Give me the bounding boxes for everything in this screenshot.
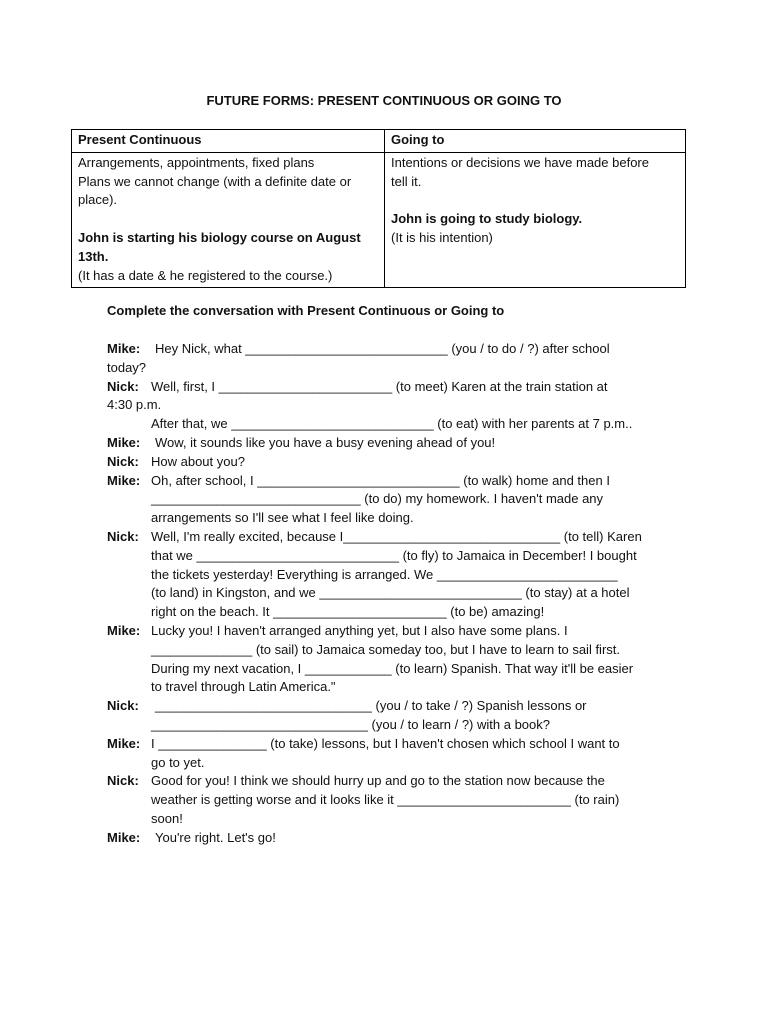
grammar-table — [71, 129, 686, 288]
speaker-label: Nick: — [107, 528, 139, 544]
dialog-turn — [107, 528, 667, 622]
speaker-label: Mike: — [107, 434, 141, 450]
dialog-line: 4:30 p.m. — [107, 397, 162, 413]
dialog-line: I _______________ (to take) lessons, but I haven't chosen which school I want to — [151, 735, 620, 751]
dialog-turn — [107, 453, 667, 472]
dialog-line: to travel through Latin America." — [151, 679, 336, 695]
dialog-line: Good for you! I think we should hurry up and go to the station now because the — [151, 773, 605, 789]
dialog-line: arrangements so I'll see what I feel like doing. — [151, 510, 414, 526]
pc-line: place). — [78, 192, 118, 208]
conversation — [107, 340, 667, 848]
speaker-label: Nick: — [107, 378, 139, 394]
dialog-line: Hey Nick, what ____________________________ (you / to do / ?) after school — [155, 341, 610, 356]
dialog-turn — [107, 622, 667, 697]
exercise-instruction: Complete the conversation with Present Continuous or Going to — [107, 303, 505, 318]
gt-note: (It is his intention) — [391, 229, 493, 245]
gt-line: Intentions or decisions we have made before — [391, 154, 649, 170]
speaker-label: Mike: — [107, 735, 141, 751]
dialog-line: soon! — [151, 810, 183, 826]
dialog-turn — [107, 772, 667, 828]
going-to-cell — [385, 152, 686, 288]
dialog-line: weather is getting worse and it looks like it ________________________ (to rain) — [151, 792, 620, 808]
dialog-line: that we ____________________________ (to fly) to Jamaica in December! I bought — [151, 547, 637, 563]
dialog-turn — [107, 829, 667, 848]
dialog-turn — [107, 434, 667, 453]
dialog-line: today? — [107, 359, 147, 375]
present-continuous-cell — [72, 152, 385, 288]
pc-example: John is starting his biology course on August — [78, 229, 361, 245]
pc-line: Plans we cannot change (with a definite date or — [78, 173, 352, 189]
dialog-line: You're right. Let's go! — [155, 829, 276, 845]
header-present-continuous: Present Continuous — [72, 130, 385, 153]
dialog-line: Lucky you! I haven't arranged anything yet, but I also have some plans. I — [151, 622, 568, 638]
dialog-turn — [107, 378, 667, 434]
dialog-line: Wow, it sounds like you have a busy evening ahead of you! — [155, 434, 496, 450]
pc-example: 13th. — [78, 248, 109, 264]
pc-line: Arrangements, appointments, fixed plans — [78, 154, 315, 170]
table-header-row — [72, 130, 686, 153]
dialog-line: After that, we ____________________________ (to eat) with her parents at 7 p.m.. — [151, 416, 633, 432]
dialog-turn — [107, 340, 667, 378]
dialog-line: During my next vacation, I ____________ (to learn) Spanish. That way it'll be easier — [151, 660, 634, 676]
dialog-turn — [107, 472, 667, 528]
dialog-turn — [107, 697, 667, 735]
gt-example: John is going to study biology. — [391, 211, 583, 227]
header-going-to: Going to — [385, 130, 686, 153]
dialog-line: _____________________________ (to do) my homework. I haven't made any — [151, 491, 604, 507]
speaker-label: Nick: — [107, 773, 139, 789]
dialog-line: ______________________________ (you / to take / ?) Spanish lessons or — [155, 698, 587, 714]
dialog-line: right on the beach. It ________________________ (to be) amazing! — [151, 604, 545, 620]
pc-note: (It has a date & he registered to the course.) — [78, 267, 333, 283]
speaker-label: Nick: — [107, 698, 139, 714]
dialog-line: Oh, after school, I ____________________________ (to walk) home and then I — [151, 472, 610, 488]
speaker-label: Mike: — [107, 622, 141, 638]
table-body-row — [72, 152, 686, 288]
dialog-line: ______________________________ (you / to learn / ?) with a book? — [151, 716, 550, 732]
dialog-line: How about you? — [151, 453, 245, 469]
dialog-turn — [107, 735, 667, 773]
page-title: FUTURE FORMS: PRESENT CONTINUOUS OR GOING TO — [206, 93, 562, 108]
dialog-line: go to yet. — [151, 754, 205, 770]
speaker-label: Nick: — [107, 453, 139, 469]
dialog-line: the tickets yesterday! Everything is arranged. We _________________________ — [151, 566, 618, 582]
gt-line: tell it. — [391, 173, 422, 189]
dialog-line: Well, I'm really excited, because I______________________________ (to tell) Karen — [151, 528, 642, 544]
dialog-line: Well, first, I ________________________ (to meet) Karen at the train station at — [151, 378, 608, 394]
speaker-label: Mike: — [107, 829, 141, 845]
dialog-line: (to land) in Kingston, and we ____________________________ (to stay) at a hotel — [151, 585, 630, 601]
speaker-label: Mike: — [107, 341, 141, 356]
speaker-label: Mike: — [107, 472, 141, 488]
dialog-line: ______________ (to sail) to Jamaica someday too, but I have to learn to sail first. — [151, 641, 620, 657]
